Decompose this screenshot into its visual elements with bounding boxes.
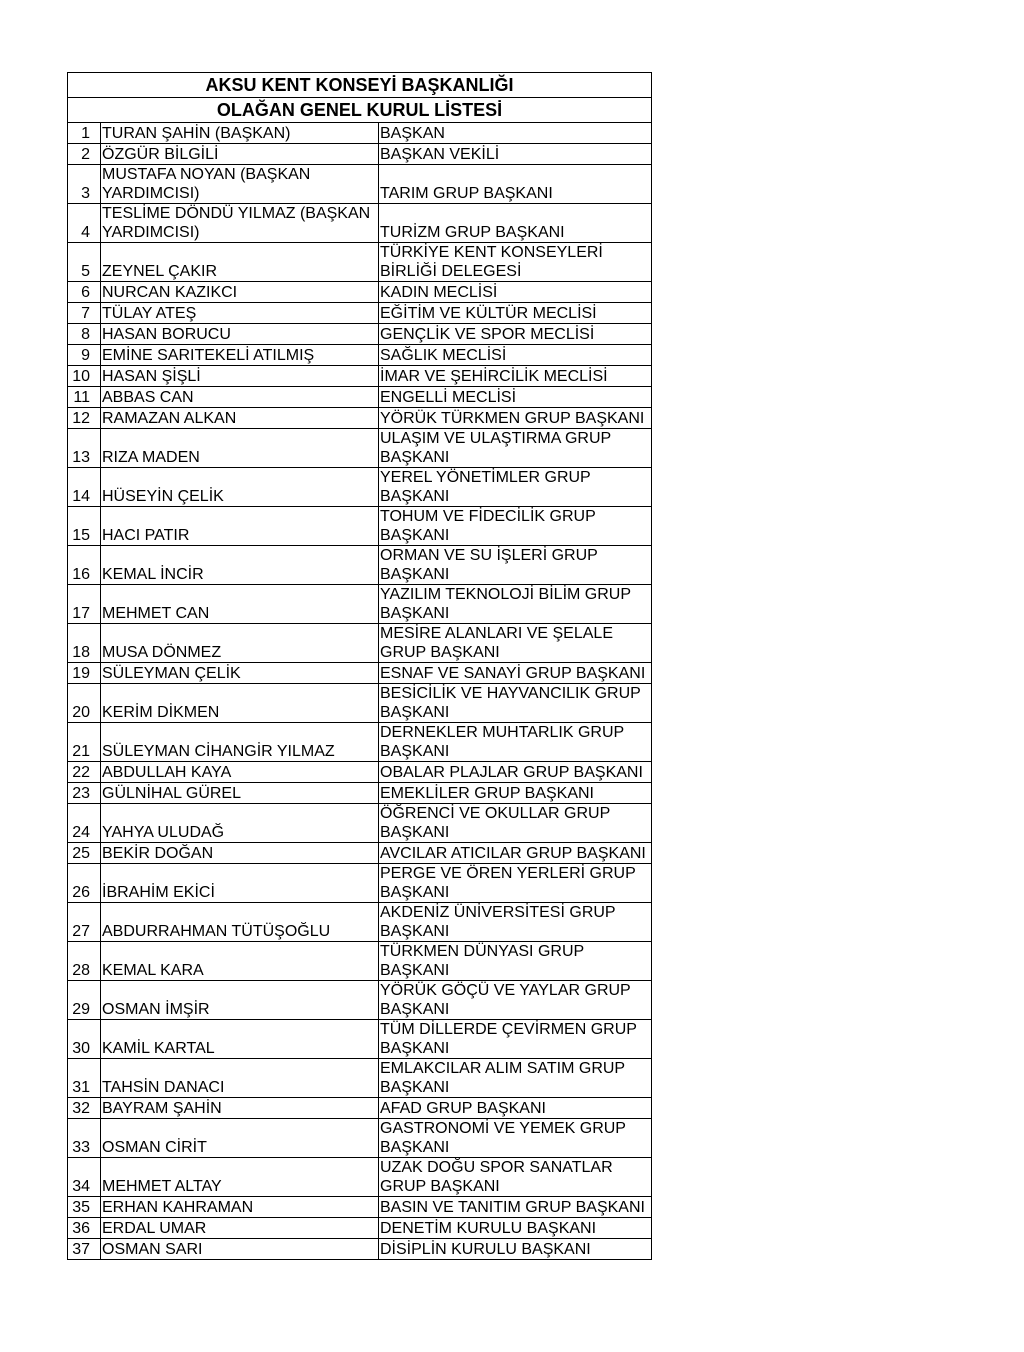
member-role: BASIN VE TANITIM GRUP BAŞKANI xyxy=(379,1197,652,1218)
member-name: RAMAZAN ALKAN xyxy=(101,408,379,429)
row-number: 8 xyxy=(68,324,101,345)
member-role: İMAR VE ŞEHİRCİLİK MECLİSİ xyxy=(379,366,652,387)
row-number: 29 xyxy=(68,981,101,1020)
table-row xyxy=(68,165,652,204)
member-name: ÖZGÜR BİLGİLİ xyxy=(101,144,379,165)
member-role: YÖRÜK GÖÇÜ VE YAYLAR GRUP BAŞKANI xyxy=(379,981,652,1020)
member-role: BESİCİLİK VE HAYVANCILIK GRUP BAŞKANI xyxy=(379,684,652,723)
row-number: 21 xyxy=(68,723,101,762)
member-list-table xyxy=(67,72,652,1260)
member-role: DERNEKLER MUHTARLIK GRUP BAŞKANI xyxy=(379,723,652,762)
member-role: YAZILIM TEKNOLOJİ BİLİM GRUP BAŞKANI xyxy=(379,585,652,624)
member-role: DENETİM KURULU BAŞKANI xyxy=(379,1218,652,1239)
member-name: TAHSİN DANACI xyxy=(101,1059,379,1098)
table-row xyxy=(68,1239,652,1260)
member-name: YAHYA ULUDAĞ xyxy=(101,804,379,843)
table-row xyxy=(68,429,652,468)
table-row xyxy=(68,762,652,783)
row-number: 3 xyxy=(68,165,101,204)
row-number: 30 xyxy=(68,1020,101,1059)
member-role: KADIN MECLİSİ xyxy=(379,282,652,303)
member-role: GASTRONOMİ VE YEMEK GRUP BAŞKANI xyxy=(379,1119,652,1158)
table-row xyxy=(68,282,652,303)
row-number: 32 xyxy=(68,1098,101,1119)
member-name: MEHMET ALTAY xyxy=(101,1158,379,1197)
row-number: 5 xyxy=(68,243,101,282)
member-role: TÜRKİYE KENT KONSEYLERİ BİRLİĞİ DELEGESİ xyxy=(379,243,652,282)
list-title: OLAĞAN GENEL KURUL LİSTESİ xyxy=(68,98,652,123)
row-number: 37 xyxy=(68,1239,101,1260)
member-role: TÜM DİLLERDE ÇEVİRMEN GRUP BAŞKANI xyxy=(379,1020,652,1059)
member-role: ÖĞRENCİ VE OKULLAR GRUP BAŞKANI xyxy=(379,804,652,843)
row-number: 23 xyxy=(68,783,101,804)
table-row xyxy=(68,1197,652,1218)
table-row xyxy=(68,1158,652,1197)
table-row xyxy=(68,864,652,903)
member-name: ERDAL UMAR xyxy=(101,1218,379,1239)
member-name: MUSA DÖNMEZ xyxy=(101,624,379,663)
table-row xyxy=(68,981,652,1020)
member-role: ULAŞIM VE ULAŞTIRMA GRUP BAŞKANI xyxy=(379,429,652,468)
row-number: 27 xyxy=(68,903,101,942)
council-title: AKSU KENT KONSEYİ BAŞKANLIĞI xyxy=(68,73,652,98)
table-row xyxy=(68,624,652,663)
row-number: 13 xyxy=(68,429,101,468)
member-name: NURCAN KAZIKCI xyxy=(101,282,379,303)
member-name: TURAN ŞAHİN (BAŞKAN) xyxy=(101,123,379,144)
title-row-council xyxy=(68,73,652,98)
member-name: KAMİL KARTAL xyxy=(101,1020,379,1059)
member-name: TESLİME DÖNDÜ YILMAZ (BAŞKAN YARDIMCISI) xyxy=(101,204,379,243)
member-name: ZEYNEL ÇAKIR xyxy=(101,243,379,282)
member-name: OSMAN SARI xyxy=(101,1239,379,1260)
table-row xyxy=(68,468,652,507)
row-number: 34 xyxy=(68,1158,101,1197)
member-role: TARIM GRUP BAŞKANI xyxy=(379,165,652,204)
row-number: 6 xyxy=(68,282,101,303)
table-row xyxy=(68,507,652,546)
member-role: EĞİTİM VE KÜLTÜR MECLİSİ xyxy=(379,303,652,324)
table-row xyxy=(68,546,652,585)
member-role: BAŞKAN xyxy=(379,123,652,144)
table-row xyxy=(68,684,652,723)
member-name: BEKİR DOĞAN xyxy=(101,843,379,864)
table-row xyxy=(68,324,652,345)
table-row xyxy=(68,1059,652,1098)
row-number: 18 xyxy=(68,624,101,663)
row-number: 31 xyxy=(68,1059,101,1098)
row-number: 35 xyxy=(68,1197,101,1218)
member-role: MESİRE ALANLARI VE ŞELALE GRUP BAŞKANI xyxy=(379,624,652,663)
member-name: ABDULLAH KAYA xyxy=(101,762,379,783)
table-row xyxy=(68,585,652,624)
member-role: TÜRKMEN DÜNYASI GRUP BAŞKANI xyxy=(379,942,652,981)
member-name: HÜSEYİN ÇELİK xyxy=(101,468,379,507)
member-role: AFAD GRUP BAŞKANI xyxy=(379,1098,652,1119)
row-number: 10 xyxy=(68,366,101,387)
row-number: 11 xyxy=(68,387,101,408)
member-role: EMEKLİLER GRUP BAŞKANI xyxy=(379,783,652,804)
table-row xyxy=(68,1119,652,1158)
row-number: 17 xyxy=(68,585,101,624)
member-role: TOHUM VE FİDECİLİK GRUP BAŞKANI xyxy=(379,507,652,546)
title-row-list xyxy=(68,98,652,123)
member-role: PERGE VE ÖREN YERLERİ GRUP BAŞKANI xyxy=(379,864,652,903)
table-row xyxy=(68,942,652,981)
member-name: ABBAS CAN xyxy=(101,387,379,408)
member-name: TÜLAY ATEŞ xyxy=(101,303,379,324)
row-number: 24 xyxy=(68,804,101,843)
table-row xyxy=(68,783,652,804)
member-name: ABDURRAHMAN TÜTÜŞOĞLU xyxy=(101,903,379,942)
row-number: 20 xyxy=(68,684,101,723)
member-role: ENGELLİ MECLİSİ xyxy=(379,387,652,408)
member-name: KEMAL İNCİR xyxy=(101,546,379,585)
table-row xyxy=(68,1020,652,1059)
member-role: DİSİPLİN KURULU BAŞKANI xyxy=(379,1239,652,1260)
member-name: SÜLEYMAN CİHANGİR YILMAZ xyxy=(101,723,379,762)
table-row xyxy=(68,408,652,429)
row-number: 2 xyxy=(68,144,101,165)
member-name: MEHMET CAN xyxy=(101,585,379,624)
table-row xyxy=(68,804,652,843)
table-row xyxy=(68,345,652,366)
member-name: HASAN ŞİŞLİ xyxy=(101,366,379,387)
member-role: YEREL YÖNETİMLER GRUP BAŞKANI xyxy=(379,468,652,507)
table-row xyxy=(68,204,652,243)
member-role: TURİZM GRUP BAŞKANI xyxy=(379,204,652,243)
member-name: İBRAHİM EKİCİ xyxy=(101,864,379,903)
member-list-body xyxy=(68,73,652,1260)
member-name: HACI PATIR xyxy=(101,507,379,546)
row-number: 9 xyxy=(68,345,101,366)
table-row xyxy=(68,903,652,942)
table-row xyxy=(68,123,652,144)
member-role: EMLAKCILAR ALIM SATIM GRUP BAŞKANI xyxy=(379,1059,652,1098)
row-number: 16 xyxy=(68,546,101,585)
member-role: GENÇLİK VE SPOR MECLİSİ xyxy=(379,324,652,345)
member-role: AVCILAR ATICILAR GRUP BAŞKANI xyxy=(379,843,652,864)
row-number: 7 xyxy=(68,303,101,324)
member-name: GÜLNİHAL GÜREL xyxy=(101,783,379,804)
member-role: SAĞLIK MECLİSİ xyxy=(379,345,652,366)
member-name: EMİNE SARITEKELİ ATILMIŞ xyxy=(101,345,379,366)
member-name: OSMAN İMŞİR xyxy=(101,981,379,1020)
table-row xyxy=(68,144,652,165)
row-number: 15 xyxy=(68,507,101,546)
table-row xyxy=(68,723,652,762)
table-row xyxy=(68,366,652,387)
row-number: 22 xyxy=(68,762,101,783)
member-name: RIZA MADEN xyxy=(101,429,379,468)
table-row xyxy=(68,387,652,408)
table-row xyxy=(68,843,652,864)
member-role: AKDENİZ ÜNİVERSİTESİ GRUP BAŞKANI xyxy=(379,903,652,942)
member-role: ESNAF VE SANAYİ GRUP BAŞKANI xyxy=(379,663,652,684)
member-role: ORMAN VE SU İŞLERİ GRUP BAŞKANI xyxy=(379,546,652,585)
row-number: 25 xyxy=(68,843,101,864)
row-number: 14 xyxy=(68,468,101,507)
member-name: OSMAN CİRİT xyxy=(101,1119,379,1158)
member-name: KERİM DİKMEN xyxy=(101,684,379,723)
row-number: 33 xyxy=(68,1119,101,1158)
member-name: SÜLEYMAN ÇELİK xyxy=(101,663,379,684)
member-name: MUSTAFA NOYAN (BAŞKAN YARDIMCISI) xyxy=(101,165,379,204)
member-role: OBALAR PLAJLAR GRUP BAŞKANI xyxy=(379,762,652,783)
member-role: BAŞKAN VEKİLİ xyxy=(379,144,652,165)
member-name: BAYRAM ŞAHİN xyxy=(101,1098,379,1119)
row-number: 26 xyxy=(68,864,101,903)
member-name: HASAN BORUCU xyxy=(101,324,379,345)
table-row xyxy=(68,1098,652,1119)
table-row xyxy=(68,243,652,282)
member-name: KEMAL KARA xyxy=(101,942,379,981)
table-row xyxy=(68,303,652,324)
row-number: 1 xyxy=(68,123,101,144)
row-number: 12 xyxy=(68,408,101,429)
table-row xyxy=(68,1218,652,1239)
member-role: YÖRÜK TÜRKMEN GRUP BAŞKANI xyxy=(379,408,652,429)
table-row xyxy=(68,663,652,684)
row-number: 28 xyxy=(68,942,101,981)
row-number: 19 xyxy=(68,663,101,684)
member-name: ERHAN KAHRAMAN xyxy=(101,1197,379,1218)
row-number: 36 xyxy=(68,1218,101,1239)
row-number: 4 xyxy=(68,204,101,243)
member-role: UZAK DOĞU SPOR SANATLAR GRUP BAŞKANI xyxy=(379,1158,652,1197)
